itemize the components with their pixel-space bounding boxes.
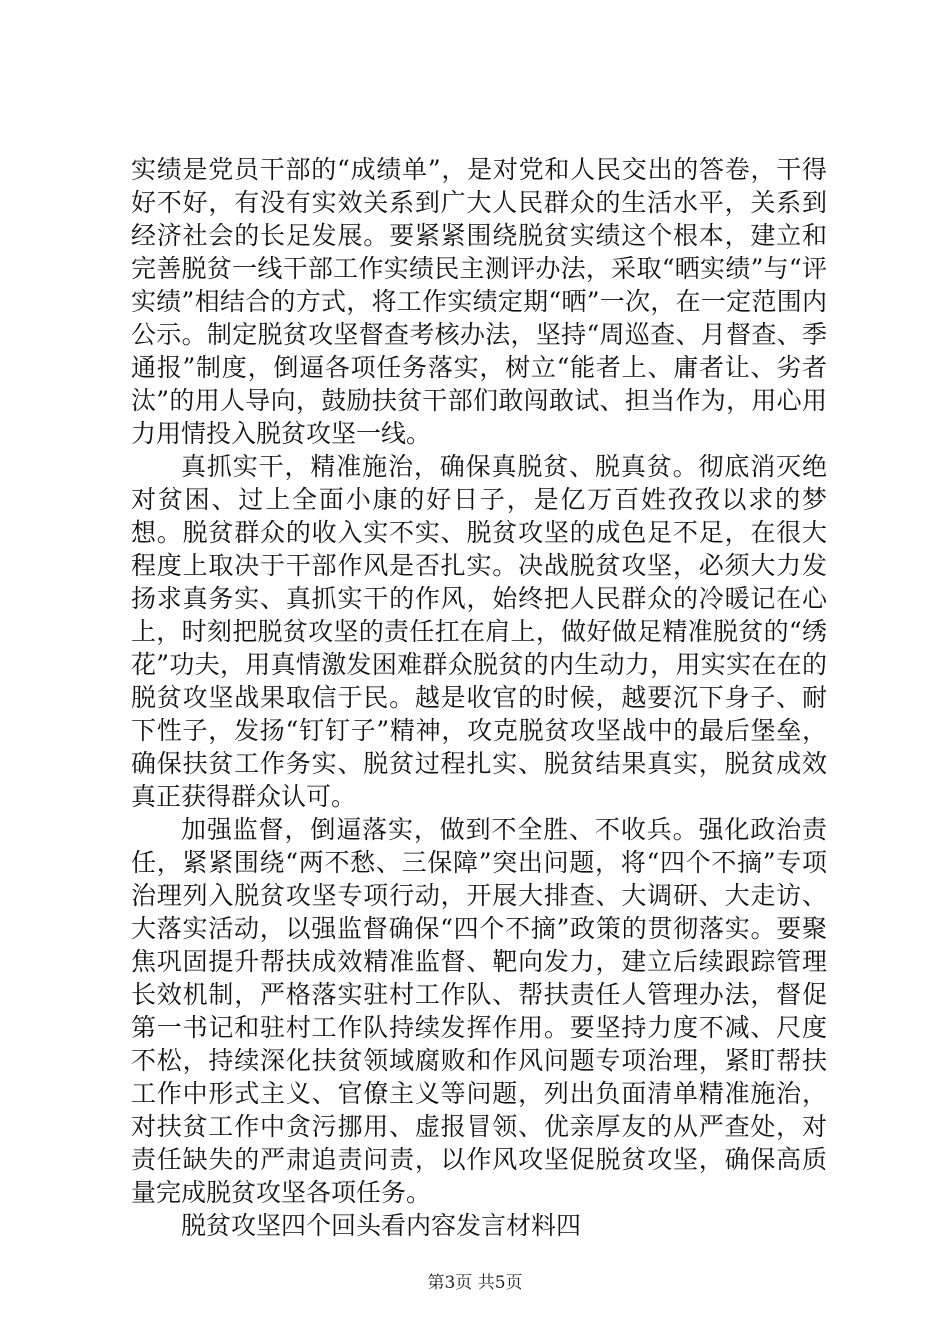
paragraph-1: 实绩是党员干部的“成绩单”，是对党和人民交出的答卷，干得好不好，有没有实效关系到广大人民群众的生活水平，关系到经济社会的长足发展。要紧紧围绕脱贫实绩这个根本，建立和完善脱贫一线干部工作实绩民主测评办法，采取“晒实绩”与“评实绩”相结合的方式，将工作实绩定期“晒”一次，在一定范围内公示。制定脱贫攻坚督查考核办法，坚持“周巡查、月督查、季通报”制度，倒逼各项任务落实，树立“能者上、庸者让、劣者汰”的用人导向，鼓励扶贫干部们敢闯敢试、担当作为，用心用力用情投入脱贫攻坚一线。 xyxy=(131,155,827,448)
paragraph-2: 真抓实干，精准施治，确保真脱贫、脱真贫。彻底消灭绝对贫困、过上全面小康的好日子，是亿万百姓孜孜以求的梦想。脱贫群众的收入实不实、脱贫攻坚的成色足不足，在很大程度上取决于干部作风是否扎实。决战脱贫攻坚，必须大力发扬求真务实、真抓实干的作风，始终把人民群众的冷暖记在心上，时刻把脱贫攻坚的责任扛在肩上，做好做足精准脱贫的“绣花”功夫，用真情激发困难群众脱贫的内生动力，用实实在在的脱贫攻坚战果取信于民。越是收官的时候，越要沉下身子、耐下性子，发扬“钉钉子”精神，攻克脱贫攻坚战中的最后堡垒，确保扶贫工作务实、脱贫过程扎实、脱贫结果真实，脱贫成效真正获得群众认可。 xyxy=(131,452,827,811)
document-body xyxy=(131,153,827,1242)
page-number-footer: 第3页 共5页 xyxy=(427,1273,523,1293)
next-section-heading: 脱贫攻坚四个回头看内容发言材料四 xyxy=(181,1211,582,1240)
paragraph-3: 加强监督，倒逼落实，做到不全胜、不收兵。强化政治责任，紧紧围绕“两不愁、三保障”突出问题，将“四个不摘”专项治理列入脱贫攻坚专项行动，开展大排查、大调研、大走访、大落实活动，以强监督确保“四个不摘”政策的贯彻落实。要聚焦巩固提升帮扶成效精准监督、靶向发力，建立后续跟踪管理长效机制，严格落实驻村工作队、帮扶责任人管理办法，督促第一书记和驻村工作队持续发挥作用。要坚持力度不减、尺度不松，持续深化扶贫领域腐败和作风问题专项治理，紧盯帮扶工作中形式主义、官僚主义等问题，列出负面清单精准施治，对扶贫工作中贪污挪用、虚报冒领、优亲厚友的从严查处，对责任缺失的严肃追责问责，以作风攻坚促脱贫攻坚，确保高质量完成脱贫攻坚各项任务。 xyxy=(131,815,827,1207)
